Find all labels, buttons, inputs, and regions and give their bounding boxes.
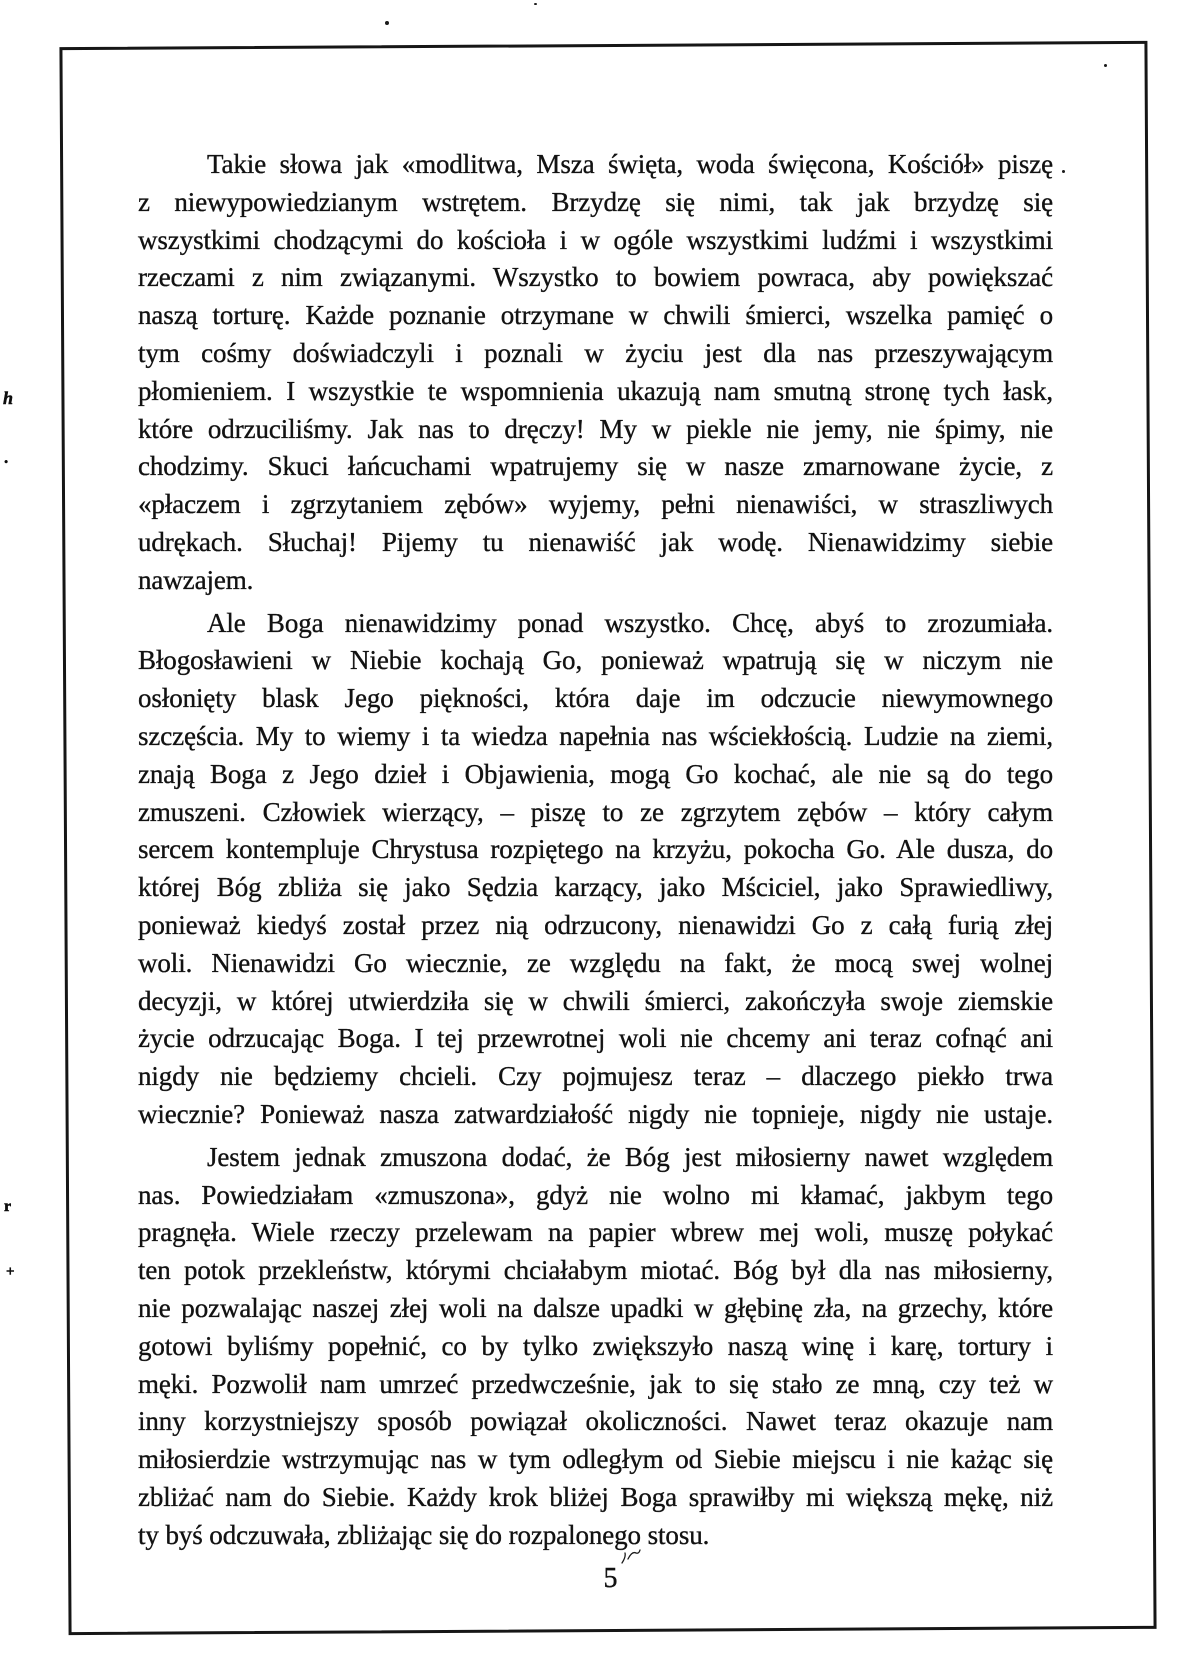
text-line: Jestem jednak zmuszona dodać, że Bóg jest miłosierny nawet względem [207,1141,1053,1172]
text-line: sercem kontempluje Chrystusa rozpiętego na krzyżu, pokocha Go. Ale dusza, do [138,834,1053,865]
scan-speck [1104,64,1107,67]
scan-squiggle [620,1547,642,1567]
scan-artifact-mark: . [4,448,9,467]
text-line: woli. Nienawidzi Go wiecznie, ze względu na fakt, że mocą swej wolnej [138,947,1053,978]
text-line: Ale Boga nienawidzimy ponad wszystko. Chcę, abyś to zrozumiała. [207,607,1053,638]
text-line: płomieniem. I wszystkie te wspomnienia ukazują nam smutną stronę tych łask, [138,375,1053,406]
text-line: zmuszeni. Człowiek wierzący, – piszę to ze zgrzytem zębów – który całym [138,796,1053,827]
text-line: wiecznie? Ponieważ nasza zatwardziałość nigdy nie topnieje, nigdy nie ustaje. [138,1098,1053,1129]
paragraph [138,1139,1053,1555]
scan-speck [534,3,537,5]
scan-speck [1062,170,1065,173]
text-line: Błogosławieni w Niebie kochają Go, ponieważ wpatrują się w niczym nie [138,645,1053,676]
text-line: osłonięty blask Jego piękności, która daje im odczucie niewymownego [138,683,1053,714]
text-line: tym cośmy doświadczyli i poznali w życiu jest dla nas przeszywającym [138,337,1053,368]
text-line: «płaczem i zgrzytaniem zębów» wyjemy, pełni nienawiści, w straszliwych [138,489,1053,520]
text-line: nie pozwalając naszej złej woli na dalsze upadki w głębinę zła, na grzechy, które [138,1292,1053,1323]
text-line: nigdy nie będziemy chcieli. Czy pojmujesz teraz – dlaczego piekło trwa [138,1061,1053,1092]
text-line: szczęścia. My to wiemy i ta wiedza napełnia nas wściekłością. Ludzie na ziemi, [138,720,1053,751]
text-line: które odrzuciliśmy. Jak nas to dręczy! My w piekle nie jemy, nie śpimy, nie [138,413,1053,444]
text-line: ten potok przekleństw, którymi chciałabym miotać. Bóg był dla nas miłosierny, [138,1255,1053,1286]
text-line: ponieważ kiedyś został przez nią odrzucony, nienawidzi Go z całą furią złej [138,909,1053,940]
text-line: inny korzystniejszy sposób powiązał okoliczności. Nawet teraz okazuje nam [138,1406,1053,1437]
text-line: gotowi byliśmy popełnić, co by tylko zwiększyło naszą winę i karę, tortury i [138,1330,1053,1361]
text-line: zbliżać nam do Siebie. Każdy krok bliżej Boga sprawiłby mi większą mękę, niż [138,1481,1053,1512]
text-line: chodzimy. Skuci łańcuchami wpatrujemy się w nasze zmarnowane życie, z [138,451,1053,482]
text-line: wszystkimi chodzącymi do kościoła i w ogóle wszystkimi ludźmi i wszystkimi [138,224,1053,255]
text-line: nas. Powiedziałam «zmuszona», gdyż nie wolno mi kłamać, jakbym tego [138,1179,1053,1210]
scan-artifact-mark: + [6,1264,15,1280]
text-line: z niewypowiedzianym wstrętem. Brzydzę się nimi, tak jak brzydzę się [138,186,1053,217]
text-line: ty byś odczuwała, zbliżając się do rozpalonego stosu. [138,1519,710,1550]
page-number: 5 [603,1563,618,1595]
text-line: rzeczami z nim związanymi. Wszystko to bowiem powraca, aby powiększać [138,262,1053,293]
text-line: znają Boga z Jego dzieł i Objawienia, mogą Go kochać, ale nie są do tego [138,758,1053,789]
text-line: nawzajem. [138,564,254,595]
text-line: której Bóg zbliża się jako Sędzia karzący, jako Mściciel, jako Sprawiedliwy, [138,872,1053,903]
text-line: życie odrzucając Boga. I tej przewrotnej woli nie chcemy ani teraz cofnąć ani [138,1023,1053,1054]
text-line: udrękach. Słuchaj! Pijemy tu nienawiść jak wodę. Nienawidzimy siebie [138,526,1053,557]
text-line: miłosierdzie wstrzymując nas w tym odległym od Siebie miejscu i nie każąc się [138,1444,1053,1475]
scan-speck [385,21,389,25]
text-line: męki. Pozwolił nam umrzeć przedwcześnie, jak to się stało ze mną, czy też w [138,1368,1053,1399]
text-line: Takie słowa jak «modlitwa, Msza święta, woda święcona, Kościół» piszę [207,149,1053,179]
text-line: decyzji, w której utwierdziła się w chwili śmierci, zakończyła swoje ziemskie [138,985,1053,1016]
paragraph [138,605,1053,1134]
text-line: pragnęła. Wiele rzeczy przelewam na papier wbrew mej woli, muszę połykać [138,1217,1053,1248]
paragraph [138,146,1053,600]
text-line: naszą torturę. Każde poznanie otrzymane w chwili śmierci, wszelka pamięć o [138,300,1053,331]
scan-artifact-mark: r [4,1198,12,1215]
scan-artifact-mark: h [3,388,14,408]
text-block [138,146,1053,1595]
